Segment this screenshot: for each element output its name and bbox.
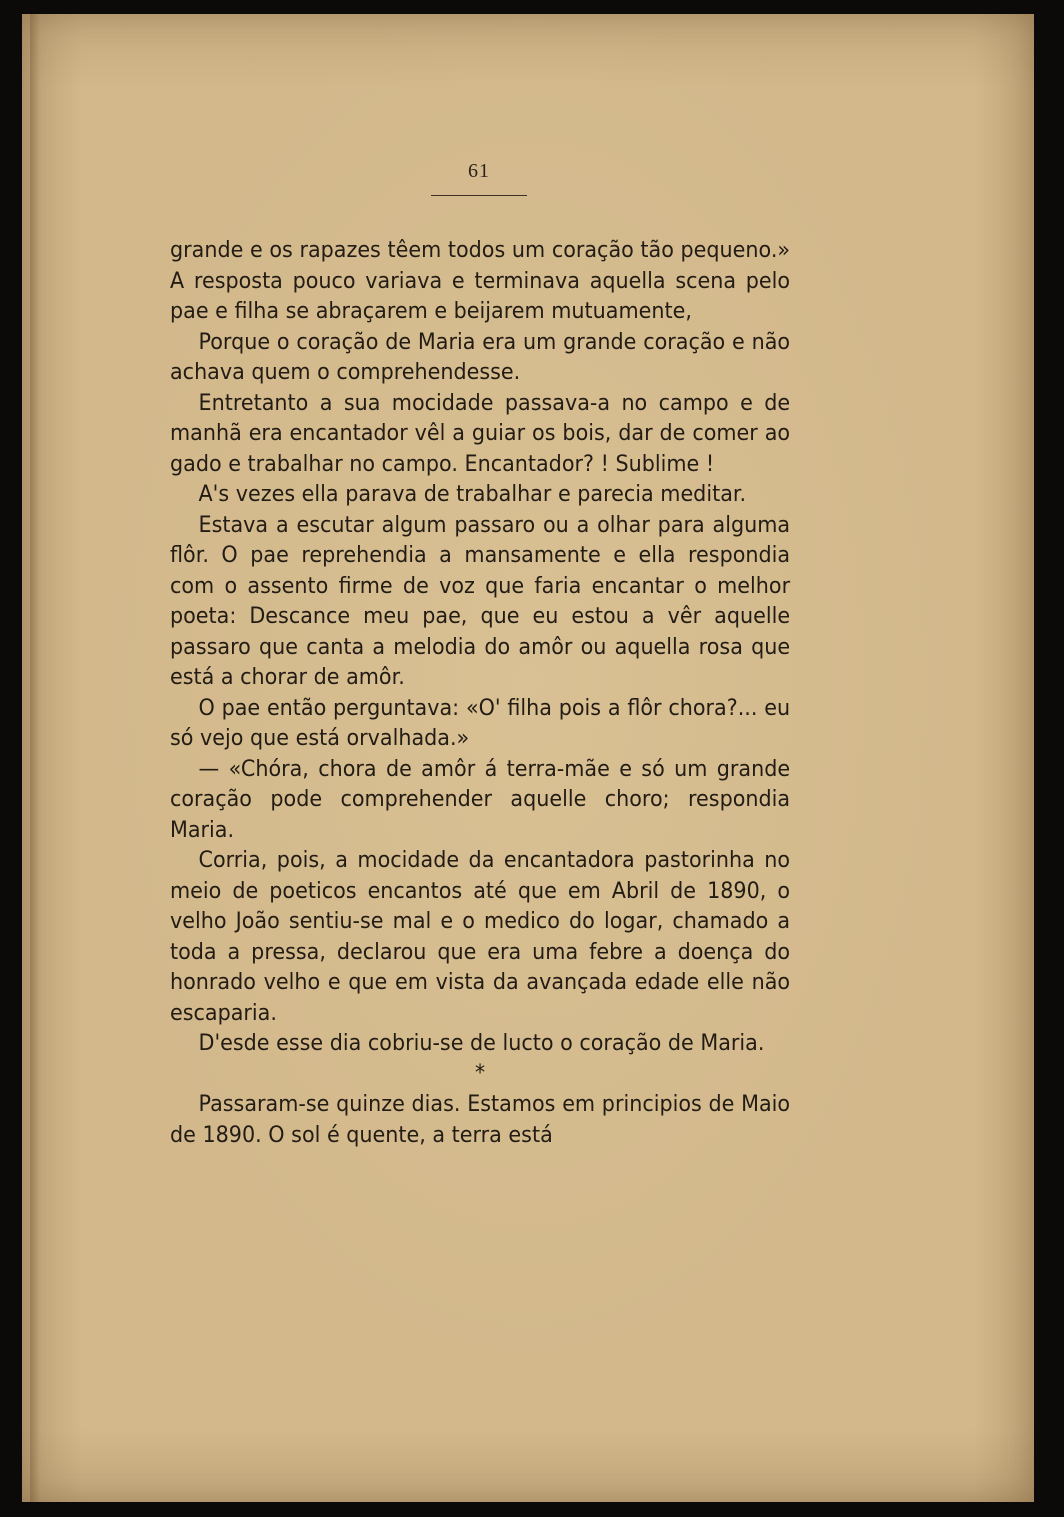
page-number: 61 [468, 160, 490, 182]
page-gutter-shadow [30, 14, 40, 1502]
paragraph: Corria, pois, a mocidade da encantadora pastorinha no meio de poeticos encantos até que em Abril de 1890, o velho João sentiu-se mal e o medico do logar, chamado a toda a pressa, declarou que era uma febre a doença do honrado velho e que em vista da avançada edade elle não escaparia. [170, 847, 791, 1026]
paragraph: Entretanto a sua mocidade passava-a no campo e de manhã era encantador vêl a guiar os bois, dar de comer ao gado e trabalhar no campo. Encantador? ! Sublime ! [170, 389, 791, 477]
paragraph: D'esde esse dia cobriu-se de lucto o coração de Maria. [198, 1030, 765, 1056]
paragraph: A's vezes ella parava de trabalhar e parecia meditar. [198, 481, 747, 507]
paragraph: grande e os rapazes têem todos um coração tão pequeno.» A resposta pouco variava e terminava aquella scena pelo pae e filha se abraçarem e beijarem mutuamente, [170, 237, 791, 324]
closing-paragraph: Passaram-se quinze dias. Estamos em principios de Maio de 1890. O sol é quente, a terra está [170, 1091, 791, 1148]
paragraph: Estava a escutar algum passaro ou a olhar para alguma flôr. O pae reprehendia a mansamente e ella respondia com o assento firme de voz que faria encantar o melhor poeta: Descance meu pae, que eu estou a vêr aquelle passaro que canta a melodia do amôr ou aquella rosa que está a chorar de amôr. [170, 511, 791, 690]
paragraph: O pae então perguntava: «O' filha pois a flôr chora?... eu só vejo que está orvalhada.» [170, 694, 791, 751]
body-text [170, 235, 791, 1150]
header-rule [431, 195, 527, 196]
section-separator: * [474, 1060, 486, 1086]
paragraph: — «Chóra, chora de amôr á terra-mãe e só um grande coração pode comprehender aquelle choro; respondia Maria. [170, 755, 791, 843]
paragraph: Porque o coração de Maria era um grande coração e não achava quem o comprehendesse. [170, 328, 791, 385]
